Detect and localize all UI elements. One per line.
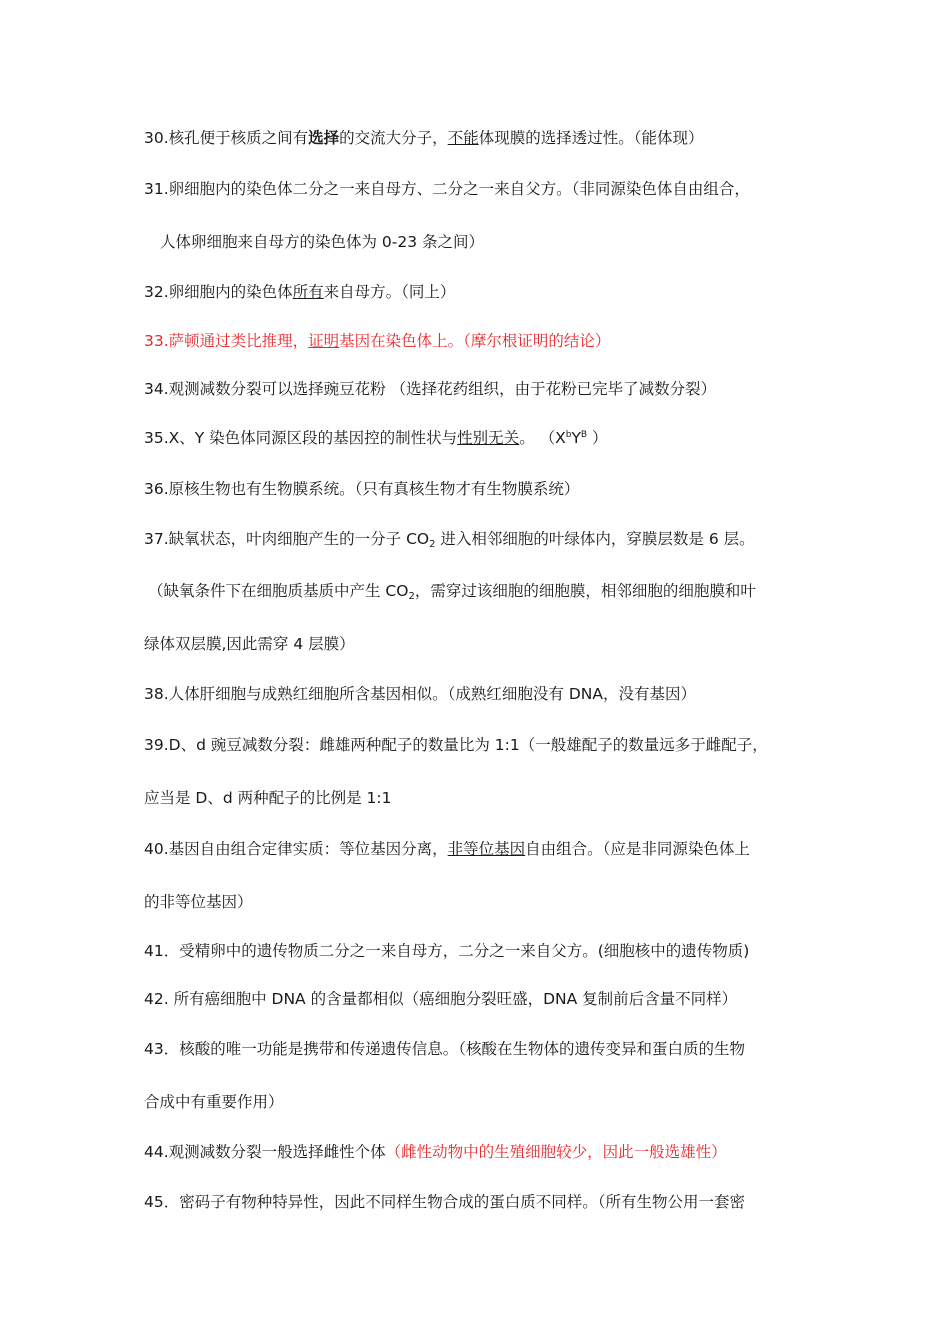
item-37-subscript: 2 — [429, 539, 436, 550]
item-35-text: 。 （X — [519, 429, 566, 447]
item-34: 34.观测减数分裂可以选择豌豆花粉 （选择花药组织，由于花粉已完毕了减数分裂） — [144, 380, 717, 398]
item-33 — [144, 330, 834, 352]
item-35-underlined: 性别无关 — [457, 429, 520, 447]
item-44-red-note: （雌性动物中的生殖细胞较少，因此一般选雄性） — [385, 1143, 727, 1161]
item-43-line-1: 43．核酸的唯一功能是携带和传递遗传信息。（核酸在生物体的遗传变异和蛋白质的生物 — [144, 1040, 745, 1058]
item-30-text: 体现膜的选择透过性。（能体现） — [478, 129, 704, 147]
item-33-text: 基因在染色体上。（摩尔根证明的结论） — [339, 332, 611, 350]
item-37-line-3: 绿体双层膜,因此需穿 4 层膜） — [144, 635, 355, 653]
item-37-text: ，需穿过该细胞的细胞膜，相邻细胞的细胞膜和叶 — [414, 582, 756, 600]
item-44-text: 44.观测减数分裂一般选择雌性个体 — [144, 1143, 386, 1161]
item-31-line-1: 31.卵细胞内的染色体二分之一来自母方、二分之一来自父方。（非同源染色体自由组合， — [144, 180, 750, 198]
item-40-line-2: 的非等位基因） — [144, 893, 253, 911]
item-33-underlined: 证明 — [308, 332, 340, 350]
item-30 — [144, 127, 834, 149]
item-45: 45．密码子有物种特异性，因此不同样生物合成的蛋白质不同样。（所有生物公用一套密 — [144, 1193, 745, 1211]
item-44 — [144, 1141, 834, 1163]
item-35-text: ） — [587, 429, 608, 447]
item-37-line-1 — [144, 528, 834, 550]
item-37-text: 进入相邻细胞的叶绿体内，穿膜层数是 6 层。 — [435, 530, 755, 548]
item-35-superscript: b — [565, 430, 572, 440]
item-43-line-2: 合成中有重要作用） — [144, 1093, 284, 1111]
item-40-line-1 — [144, 838, 834, 860]
item-30-text: 30.核孔便于核质之间有 — [144, 129, 309, 147]
item-37-text: （缺氧条件下在细胞质基质中产生 CO — [148, 582, 409, 600]
item-35-text: 35.X、Y 染色体同源区段的基因控的制性状与 — [144, 429, 458, 447]
item-32-text: 32.卵细胞内的染色体 — [144, 283, 293, 301]
item-40-text: 40.基因自由组合定律实质：等位基因分离， — [144, 840, 448, 858]
item-37-subscript: 2 — [408, 591, 415, 602]
item-32-underlined: 所有 — [292, 283, 324, 301]
item-35-text: Y — [571, 429, 581, 447]
item-40-underlined: 非等位基因 — [447, 840, 526, 858]
item-37-text: 37.缺氧状态，叶肉细胞产生的一分子 CO — [144, 530, 430, 548]
item-41: 41．受精卵中的遗传物质二分之一来自母方，二分之一来自父方。(细胞核中的遗传物质) — [144, 942, 750, 960]
item-32 — [144, 281, 834, 303]
item-35 — [144, 427, 834, 449]
item-30-text: 的交流大分子， — [339, 129, 448, 147]
item-39-line-2: 应当是 D、d 两种配子的比例是 1:1 — [144, 789, 392, 807]
item-35-superscript: B — [580, 430, 588, 440]
item-36: 36.原核生物也有生物膜系统。（只有真核生物才有生物膜系统） — [144, 480, 580, 498]
item-38: 38.人体肝细胞与成熟红细胞所含基因相似。（成熟红细胞没有 DNA，没有基因） — [144, 685, 696, 703]
item-37-line-2 — [148, 580, 838, 602]
item-40-text: 自由组合。（应是非同源染色体上 — [525, 840, 750, 858]
item-42: 42. 所有癌细胞中 DNA 的含量都相似（癌细胞分裂旺盛，DNA 复制前后含量不同样） — [144, 990, 738, 1008]
item-32-text: 来自母方。（同上） — [323, 283, 456, 301]
item-31-line-2: 人体卵细胞来自母方的染色体为 0-23 条之间） — [160, 233, 485, 251]
item-33-text: 33.萨顿通过类比推理， — [144, 332, 309, 350]
item-30-underlined: 不能 — [447, 129, 479, 147]
item-39-line-1: 39.D、d 豌豆减数分裂：雌雄两种配子的数量比为 1:1（一般雄配子的数量远多于雌配子， — [144, 736, 768, 754]
item-30-bold: 选择 — [308, 129, 340, 147]
